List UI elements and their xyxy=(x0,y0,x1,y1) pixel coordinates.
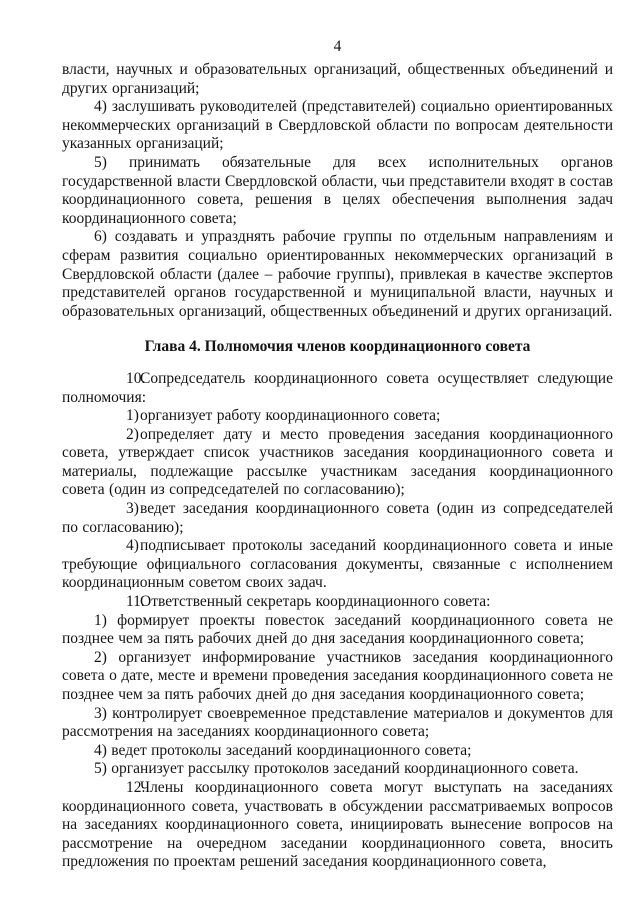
numbered-subitem-4 xyxy=(62,537,613,593)
chapter-heading: Глава 4. Полномочия членов координационного совета xyxy=(144,338,531,356)
item-text: ведет заседания координационного совета (один из сопредседателей по согласованию); xyxy=(62,500,613,536)
list-item-11-5: 5) организует рассылку протоколов заседаний координационного совета. xyxy=(94,760,579,778)
list-item-5: 5) принимать обязательные для всех исполнительных органов государственной власти Свердловской области, чьи представители входят в состав координационного совета, решения в целях обеспечения выполнения задач координационного совета; xyxy=(62,153,613,227)
numbered-paragraph-10 xyxy=(62,370,613,407)
item-text: Члены координационного совета могут выступать на заседаниях координационного совета, участвовать в обсуждении рассматриваемых вопросов на заседаниях координационного совета, инициировать вынесение вопросов на рассмотрение на очередном заседании координационного совета, вносить предложения по проектам решений заседания координационного совета, xyxy=(62,778,613,871)
document-body xyxy=(62,61,613,872)
item-text: определяет дату и место проведения заседания координационного совета, утверждает список участников заседания координационного совета и материалы, подлежащие рассылке участникам заседания координационного совета (один из сопредседателей по согласованию); xyxy=(62,425,613,499)
list-item-11-3: 3) контролирует своевременное представление материалов и документов для рассмотрения на заседаниях координационного совета; xyxy=(62,704,613,741)
page-number: 4 xyxy=(333,38,342,55)
item-number: 10. xyxy=(126,369,146,387)
item-text: организует работу координационного совета; xyxy=(140,407,441,425)
numbered-subitem-2 xyxy=(62,426,613,500)
list-item-11-2: 2) организует информирование участников заседания координационного совета о дате, месте и времени проведения заседания координационного совета не позднее чем за пять рабочих дней до дня заседания координационного совета; xyxy=(62,648,613,703)
item-number: 4) xyxy=(126,537,139,555)
item-text: Сопредседатель координационного совета осуществляет следующие полномочия: xyxy=(62,369,613,406)
numbered-paragraph-11 xyxy=(62,593,613,612)
item-number: 3) xyxy=(126,500,139,518)
numbered-subitem-3 xyxy=(62,500,613,537)
numbered-paragraph-12 xyxy=(62,779,613,872)
list-item-6: 6) создавать и упразднять рабочие группы по отдельным направлениям и сферам развития социально ориентированных некоммерческих организаций в Свердловской области (далее – рабочие группы), привлекая в качестве экспертов представителей органов государственной и муниципальной власти, научных и образовательных организаций, общественных объединений и других организаций. xyxy=(62,228,613,320)
list-item-11-4: 4) ведет протоколы заседаний координационного совета; xyxy=(94,741,472,759)
numbered-subitem-1 xyxy=(62,407,613,426)
item-text: Ответственный секретарь координационного совета: xyxy=(140,593,491,611)
item-number: 1) xyxy=(126,407,139,425)
item-text: подписывает протоколы заседаний координационного совета и иные требующие официального согласования документы, связанные с исполнением координационным советом своих задач. xyxy=(62,537,613,592)
paragraph-continuation: власти, научных и образовательных организаций, общественных объединений и других организаций; xyxy=(62,61,613,97)
item-number: 12. xyxy=(126,778,146,796)
item-number: 11. xyxy=(126,593,145,611)
list-item-4: 4) заслушивать руководителей (представителей) социально ориентированных некоммерческих организаций в Свердловской области по вопросам деятельности указанных организаций; xyxy=(62,98,613,153)
list-item-11-1: 1) формирует проекты повесток заседаний координационного совета не позднее чем за пять рабочих дней до дня заседания координационного совета; xyxy=(62,611,613,648)
item-number: 2) xyxy=(126,425,139,443)
